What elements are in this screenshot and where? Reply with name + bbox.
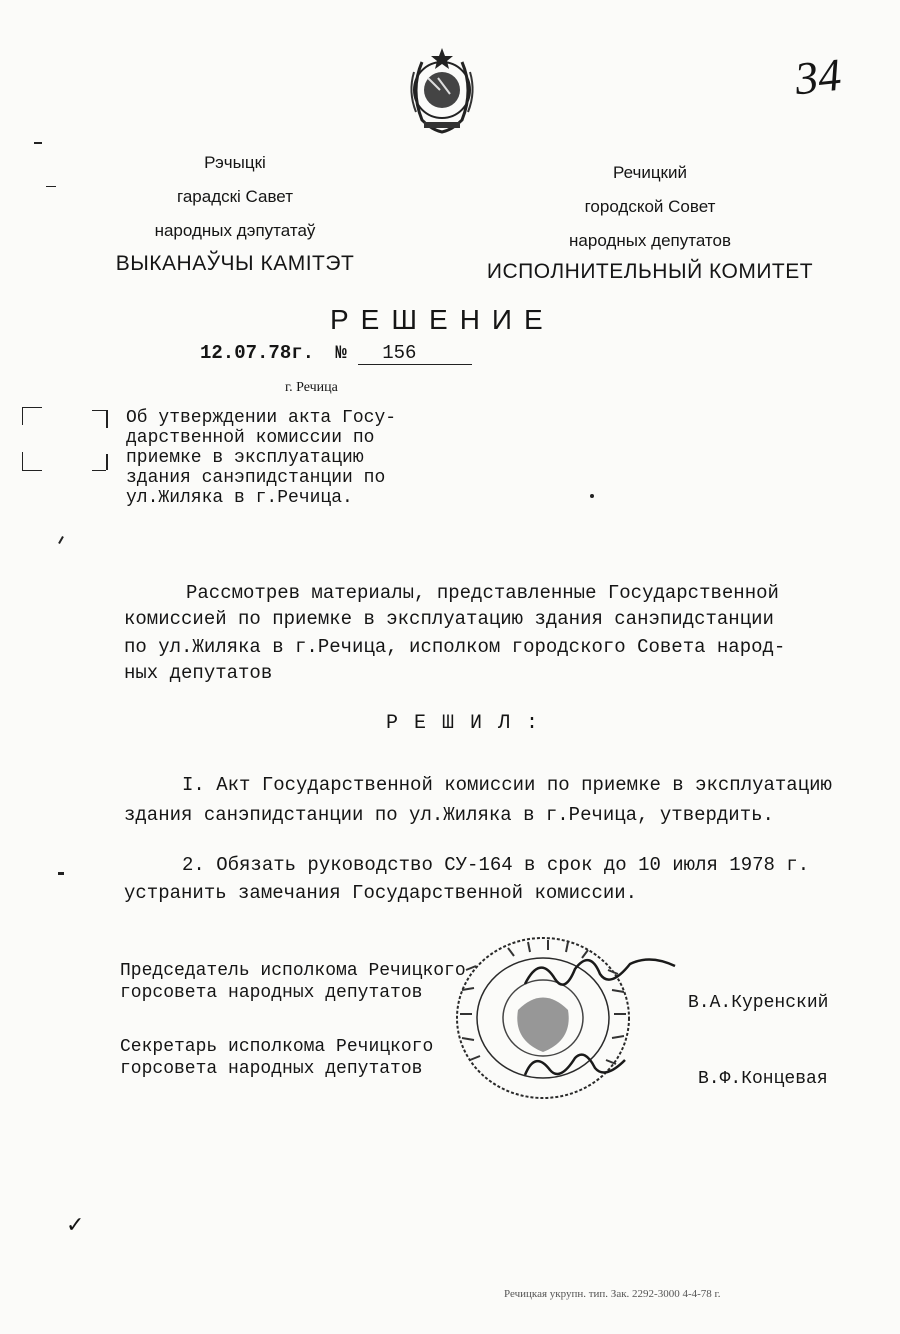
header-right-line3: народных депутатов: [569, 231, 731, 250]
margin-tick: [58, 536, 64, 544]
subject-line: дарственной комиссии по: [126, 428, 375, 448]
corner-mark-bl-h: [22, 470, 42, 471]
margin-tick: [46, 186, 56, 187]
header-left: [70, 146, 400, 276]
handwritten-signature-1: [520, 944, 680, 1004]
signature-1-name: В.А.Куренский: [688, 993, 829, 1013]
corner-mark-br-h: [92, 470, 106, 471]
preamble-line-1: Рассмотрев материалы, представленные Государственной: [186, 582, 779, 604]
corner-mark-tl-h: [22, 407, 42, 408]
preamble-line-2: комиссией по приемке в эксплуатацию здания санэпидстанции: [124, 608, 774, 630]
header-right: [470, 156, 830, 284]
header-right-title: ИСПОЛНИТЕЛЬНЫЙ КОМИТЕТ: [486, 260, 814, 283]
margin-tick: [34, 142, 42, 144]
signature-2-position-line: Секретарь исполкома Речицкого: [120, 1037, 434, 1057]
state-emblem: [392, 42, 492, 142]
corner-mark-bl-v: [22, 452, 23, 470]
corner-mark-tl-v: [22, 407, 23, 425]
item-2-line-1: 2. Обязать руководство СУ-164 в срок до 10 июля 1978 г.: [182, 854, 810, 876]
item-1-line-1: I. Акт Государственной комиссии по приемке в эксплуатацию: [182, 774, 832, 796]
signature-2-name: В.Ф.Концевая: [698, 1069, 828, 1089]
date-number-line: [200, 342, 472, 365]
header-left-line1: Рэчыцкі: [204, 153, 266, 172]
subject-line: Об утверждении акта Госу-: [126, 408, 397, 428]
document-type: РЕШЕНИЕ: [330, 304, 555, 335]
subject-line: приемке в эксплуатацию: [126, 448, 364, 468]
header-right-line2: городской Совет: [584, 197, 716, 216]
document-number: 156: [358, 342, 472, 365]
check-mark-icon: ✓: [66, 1212, 85, 1237]
print-footer: Речицкая укрупн. тип. Зак. 2292-3000 4-4-78 г.: [504, 1288, 721, 1300]
margin-tick: [58, 872, 64, 875]
number-label: №: [335, 342, 347, 364]
signature-1-position: [120, 960, 466, 1004]
signature-1-position-line: Председатель исполкома Речицкого: [120, 961, 466, 981]
corner-mark-br-v: [106, 454, 108, 470]
page-number: 34: [792, 48, 844, 105]
item-2-line-2: устранить замечания Государственной комиссии.: [124, 882, 638, 904]
corner-mark-tr-v: [106, 410, 108, 428]
handwritten-signature-2: [520, 1040, 630, 1090]
subject-line: ул.Жиляка в г.Речица.: [126, 488, 353, 508]
item-1-line-2: здания санэпидстанции по ул.Жиляка в г.Речица, утвердить.: [124, 804, 774, 826]
signature-1-position-line: горсовета народных депутатов: [120, 983, 423, 1003]
subject-line: здания санэпидстанции по: [126, 468, 386, 488]
header-left-title: ВЫКАНАЎЧЫ КАМІТЭТ: [115, 252, 355, 275]
resolved-heading: Р Е Ш И Л :: [386, 712, 541, 735]
header-right-line1: Речицкий: [612, 163, 687, 182]
corner-mark-tr-h: [92, 410, 106, 411]
header-left-line3: народных дэпутатаў: [154, 221, 316, 240]
margin-tick: [590, 494, 594, 498]
signature-2-position-line: горсовета народных депутатов: [120, 1059, 423, 1079]
preamble-line-3: по ул.Жиляка в г.Речица, исполком городского Совета народ-: [124, 636, 786, 658]
place: г. Речица: [285, 380, 338, 395]
header-left-line2: гарадскі Савет: [177, 187, 293, 206]
signature-2-position: [120, 1036, 433, 1080]
document-date: 12.07.78г.: [200, 342, 315, 364]
preamble-line-4: ных депутатов: [124, 662, 273, 684]
subject-block: [126, 408, 396, 508]
